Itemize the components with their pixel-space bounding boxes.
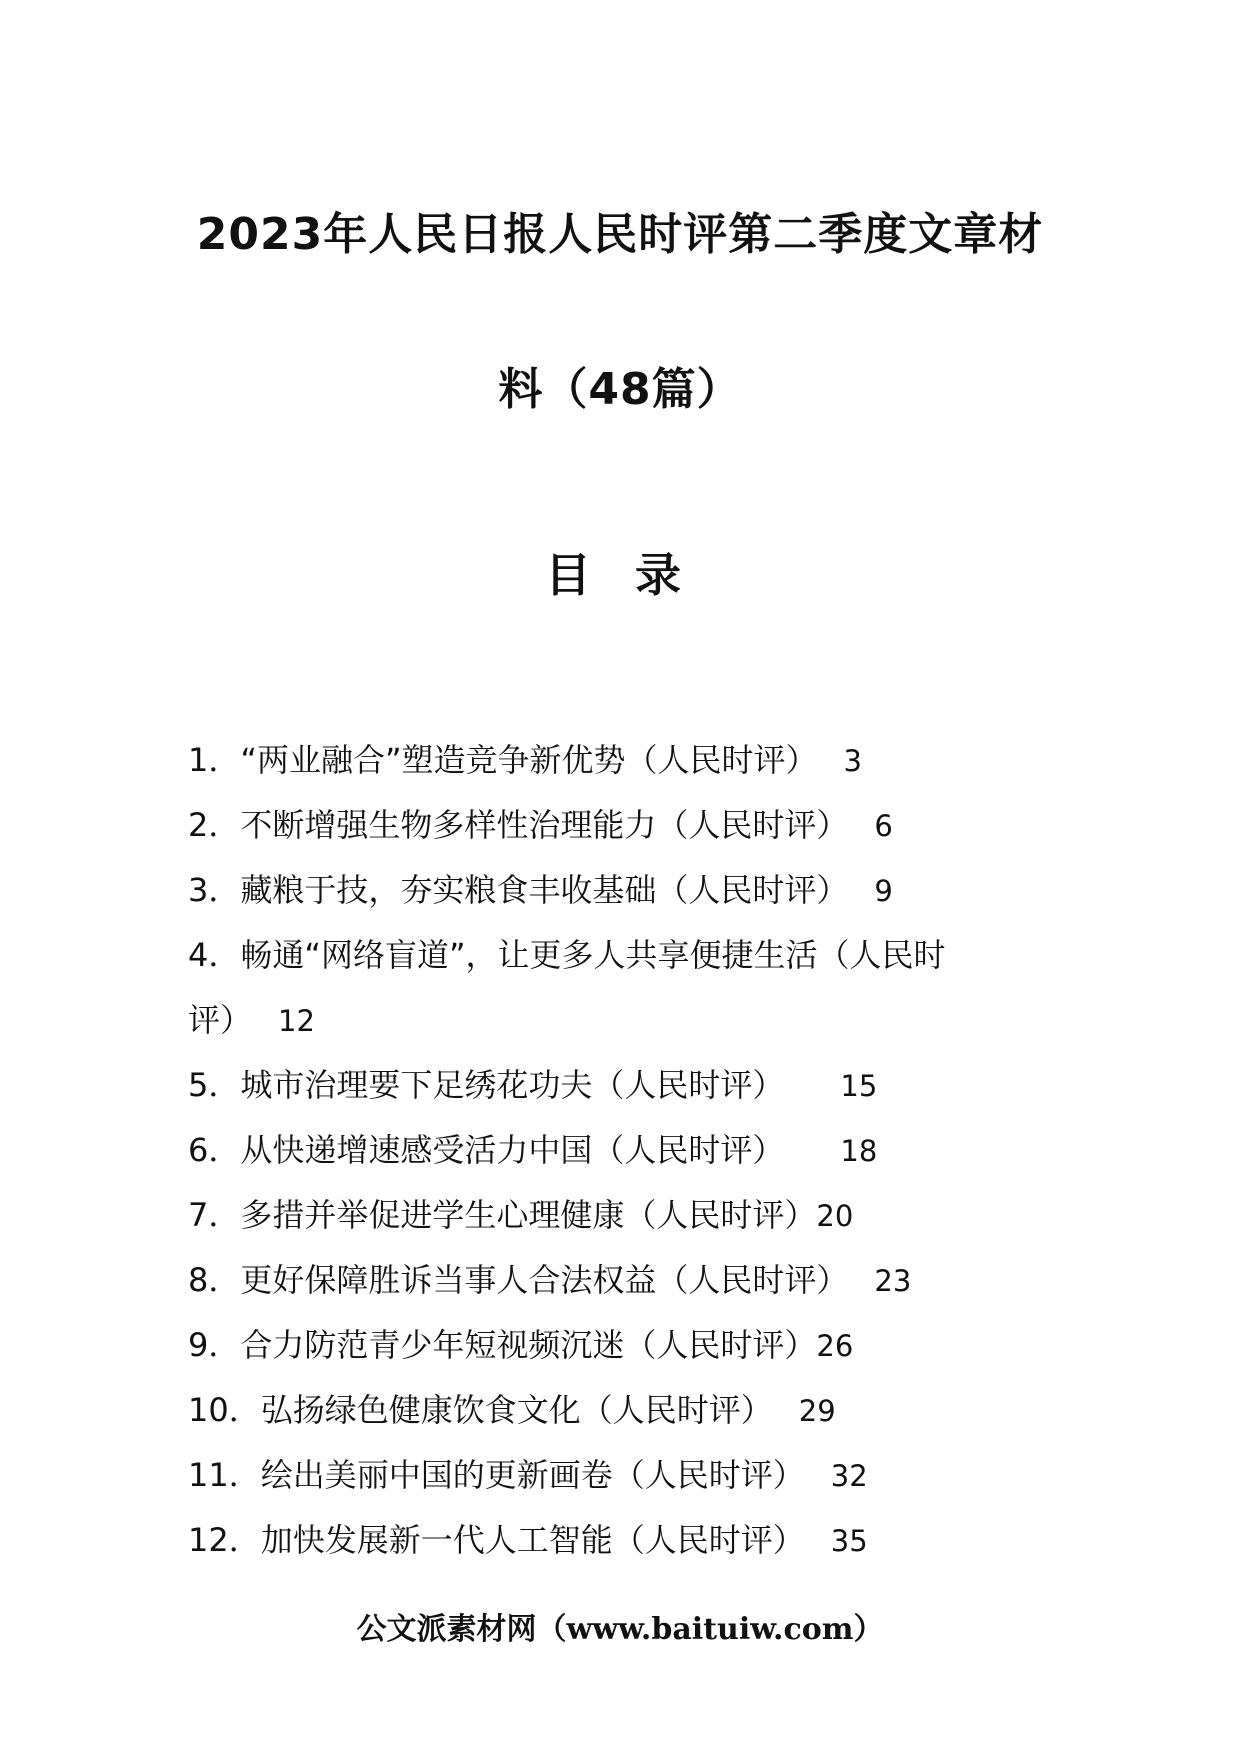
toc-entry-12[interactable] bbox=[188, 1508, 1058, 1573]
toc-entry-page: 32 bbox=[830, 1459, 868, 1493]
toc-entry-3[interactable] bbox=[188, 858, 1058, 923]
toc-entry-number: 8． bbox=[188, 1261, 241, 1299]
toc-entry-11[interactable] bbox=[188, 1443, 1058, 1508]
toc-entry-title: 更好保障胜诉当事人合法权益（人民时评） bbox=[240, 1261, 849, 1299]
toc-entry-number: 4． bbox=[188, 936, 241, 974]
toc-entry-4[interactable] bbox=[188, 923, 1058, 988]
toc-entry-number: 6． bbox=[188, 1131, 241, 1169]
toc-entry-page: 20 bbox=[816, 1199, 854, 1233]
toc-entry-title: 不断增强生物多样性治理能力（人民时评） bbox=[240, 806, 849, 844]
toc-entry-number: 3． bbox=[188, 871, 241, 909]
table-of-contents bbox=[188, 728, 1058, 1573]
toc-entry-page: 18 bbox=[840, 1134, 878, 1168]
toc-entry-title: 绘出美丽中国的更新画卷（人民时评） bbox=[260, 1456, 805, 1494]
toc-entry-10[interactable] bbox=[188, 1378, 1058, 1443]
toc-entry-8[interactable] bbox=[188, 1248, 1058, 1313]
document-title-line-1: 2023年人民日报人民时评第二季度文章材 bbox=[196, 209, 1044, 260]
toc-entry-page: 12 bbox=[278, 1004, 315, 1038]
page-footer: 公文派素材网（www.baituiw.com） bbox=[356, 1612, 884, 1647]
toc-entry-title: 城市治理要下足绣花功夫（人民时评） bbox=[240, 1066, 785, 1104]
toc-entry-9[interactable] bbox=[188, 1313, 1058, 1378]
toc-entry-number: 2． bbox=[188, 806, 241, 844]
toc-entry-number: 10． bbox=[188, 1391, 261, 1429]
toc-entry-title: 弘扬绿色健康饮食文化（人民时评） bbox=[260, 1391, 773, 1429]
toc-entry-7[interactable] bbox=[188, 1183, 1058, 1248]
toc-entry-number: 12． bbox=[188, 1521, 261, 1559]
toc-entry-page: 23 bbox=[874, 1264, 912, 1298]
toc-entry-title: 加快发展新一代人工智能（人民时评） bbox=[260, 1521, 805, 1559]
toc-entry-5[interactable] bbox=[188, 1053, 1058, 1118]
toc-entry-6[interactable] bbox=[188, 1118, 1058, 1183]
toc-entry-number: 11． bbox=[188, 1456, 261, 1494]
toc-entry-2[interactable] bbox=[188, 793, 1058, 858]
toc-entry-title-continued: 评） bbox=[188, 1001, 253, 1039]
toc-entry-page: 6 bbox=[874, 809, 893, 843]
toc-entry-1[interactable] bbox=[188, 728, 1058, 793]
toc-entry-title: 畅通“网络盲道”，让更多人共享便捷生活（人民时 bbox=[240, 936, 946, 974]
toc-entry-page: 29 bbox=[798, 1394, 836, 1428]
toc-entry-4-continued[interactable] bbox=[188, 988, 1058, 1053]
toc-entry-number: 7． bbox=[188, 1196, 241, 1234]
toc-entry-page: 3 bbox=[843, 744, 862, 778]
toc-entry-page: 35 bbox=[830, 1524, 868, 1558]
toc-entry-number: 5． bbox=[188, 1066, 241, 1104]
toc-entry-title: 藏粮于技，夯实粮食丰收基础（人民时评） bbox=[240, 871, 849, 909]
toc-entry-page: 26 bbox=[816, 1329, 854, 1363]
toc-entry-title: 合力防范青少年短视频沉迷（人民时评） bbox=[240, 1326, 817, 1364]
document-title-line-2: 料（48篇） bbox=[498, 364, 742, 415]
toc-entry-title: 从快递增速感受活力中国（人民时评） bbox=[240, 1131, 785, 1169]
toc-entry-number: 9． bbox=[188, 1326, 241, 1364]
toc-entry-number: 1． bbox=[188, 741, 241, 779]
toc-entry-title: “两业融合”塑造竞争新优势（人民时评） bbox=[240, 741, 818, 779]
toc-entry-page: 9 bbox=[874, 874, 893, 908]
toc-entry-page: 15 bbox=[840, 1069, 878, 1103]
toc-entry-title: 多措并举促进学生心理健康（人民时评） bbox=[240, 1196, 817, 1234]
toc-heading: 目 录 bbox=[544, 548, 695, 602]
